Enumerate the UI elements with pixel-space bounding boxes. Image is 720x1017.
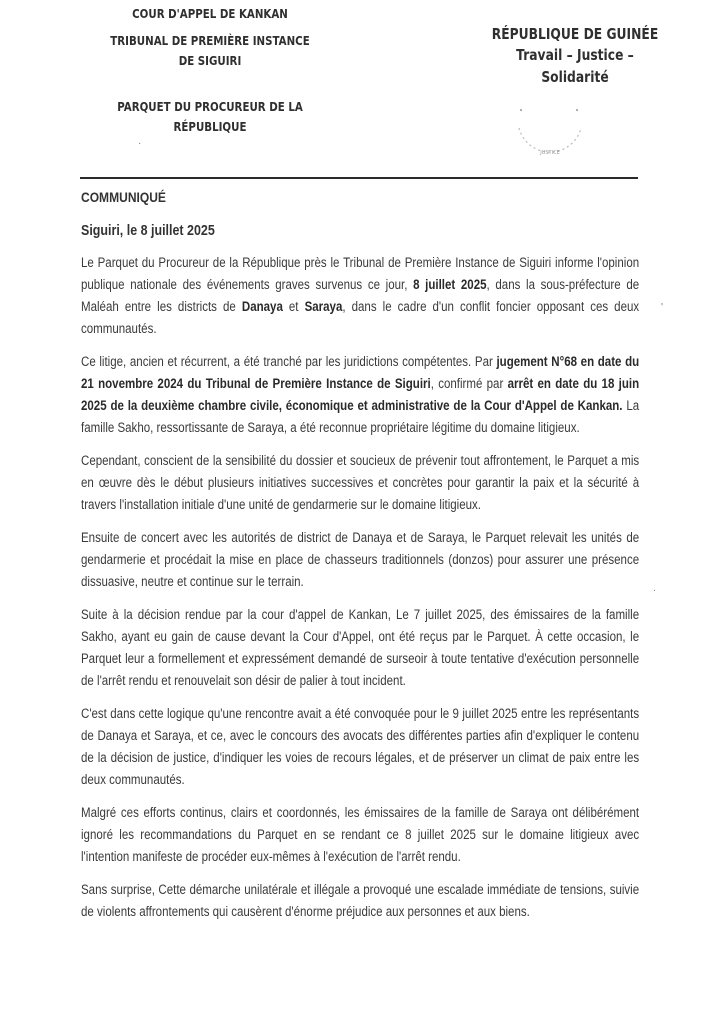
court-of-appeal-name: COUR D'APPEL DE KANKAN [132,6,288,21]
emphasis-district: Saraya [304,299,343,314]
seal-text: JUSTICE [540,150,560,156]
paragraph-2 [81,351,639,439]
text-run: La famille Sakho, ressortissante de Saraya, a été reconnue propriétaire légitime du domaine litigieux. [81,398,640,435]
header-divider [80,177,638,179]
country-name: RÉPUBLIQUE DE GUINÉE [491,25,659,43]
scan-speck: . [653,583,656,594]
parquet-name-line1: PARQUET DU PROCUREUR DE LA [117,99,303,114]
paragraph-3: Cependant, conscient de la sensibilité du dossier et soucieux de prévenir tout affrontement, le Parquet a mis en œuvre dès le début plusieurs initiatives successives et concrètes pour garantir la paix et la sécurité à travers l'installation initiale d'une unité de gendarmerie sur le domaine litigieux. [81,453,640,512]
emphasis-ruling: arrêt en date du 18 juin 2025 de la deuxième chambre civile, économique et administrative de la Cour d'Appel de Kankan. [81,376,640,413]
text-run: , dans le cadre d'un conflit foncier opposant ces deux communautés. [81,299,640,336]
tribunal-name-line2: DE SIGUIRI [178,53,242,68]
faded-seal-stamp-icon [505,98,595,160]
tribunal-name-line1: TRIBUNAL DE PREMIÈRE INSTANCE [110,33,310,48]
republic-block [489,24,661,88]
emphasis-date: 8 juillet 2025 [413,277,487,292]
paragraph-8: Sans surprise, Cette démarche unilatérale et illégale a provoqué une escalade immédiate de tensions, suivie de violents affrontements qui causèrent d'énorme préjudice aux personnes et aux biens. [81,882,640,919]
paragraph-6: C'est dans cette logique qu'une rencontre avait a été convoquée pour le 9 juillet 2025 entre les représentants de Danaya et Saraya, et ce, avec le concours des avocats des différentes parties afin d'expliquer le contenu de la décision de justice, d'indiquer les voies de recours légales, et de préserver un climat de paix entre les deux communautés. [81,706,640,787]
scan-speck: · [138,138,142,149]
dateline: Siguiri, le 8 juillet 2025 [81,223,215,239]
text-run: Ce litige, ancien et récurrent, a été tranché par les juridictions compétentes. Par [81,354,497,369]
paragraph-1 [81,252,639,340]
parquet-name-line2: RÉPUBLIQUE [173,119,247,134]
communique-body [81,186,639,934]
emphasis-district: Danaya [241,299,283,314]
paragraph-5: Suite à la décision rendue par la cour d'appel de Kankan, Le 7 juillet 2025, des émissaires de la famille Sakho, ayant eu gain de cause devant la Cour d'Appel, ont été reçus par le Parquet. À cette occasion, le Parquet leur a formellement et expressément demandé de surseoir à toute tentative d'exécution personnelle de l'arrêt rendu et renouvelait son désir de palier à tout incident. [81,607,640,688]
text-run: , dans la sous-préfecture de Maléah entre les districts de [81,277,640,314]
issuing-authority-block [87,4,333,137]
text-run: et [282,299,305,314]
paragraph-4: Ensuite de concert avec les autorités de district de Danaya et de Saraya, le Parquet relevait les unités de gendarmerie et procédait la mise en place de chasseurs traditionnels (donzos) pour assurer une présence dissuasive, neutre et continue sur le terrain. [81,530,640,589]
emphasis-judgment: jugement N°68 en date du 21 novembre 2024 du Tribunal de Première Instance de Siguiri [81,354,640,391]
national-motto: Travail – Justice – Solidarité [516,46,634,86]
scan-speck: ' [661,302,663,313]
text-run: , confirmé par [430,376,508,391]
document-title: COMMUNIQUÉ [81,189,166,205]
paragraph-7: Malgré ces efforts continus, clairs et coordonnés, les émissaires de la famille de Saraya ont délibérément ignoré les recommandations du Parquet en se rendant ce 8 juillet 2025 sur le domaine litigieux avec l'intention manifeste de procéder eux-mêmes à l'exécution de l'arrêt rendu. [81,805,640,864]
text-run: Le Parquet du Procureur de la République près le Tribunal de Première Instance de Siguiri informe l'opinion publique nationale des événements graves survenus ce jour, [81,255,640,292]
